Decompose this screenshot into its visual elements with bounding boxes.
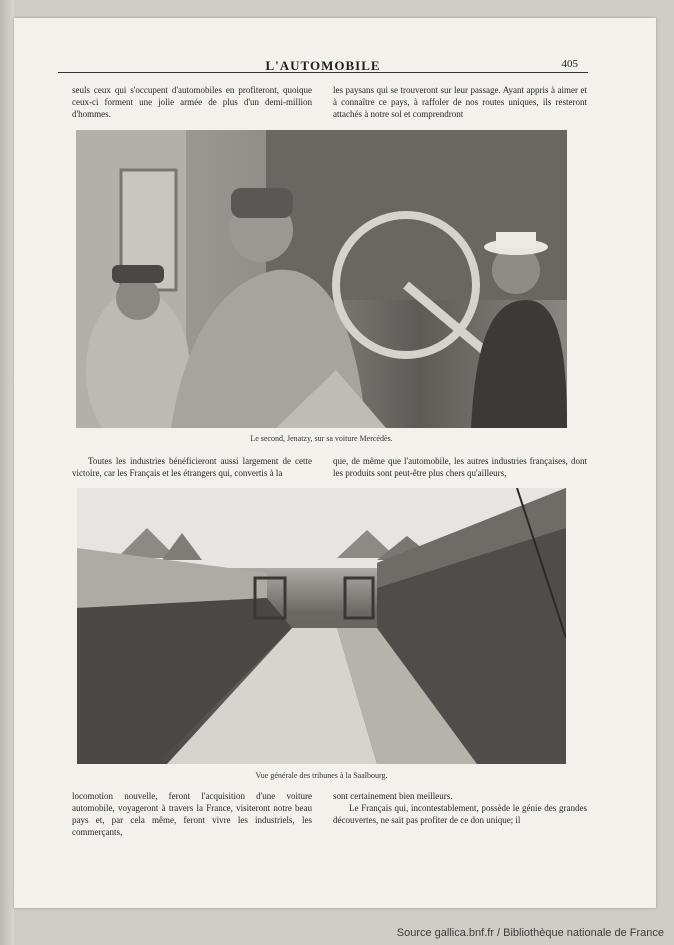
photo-jenatzy-mercedes xyxy=(76,130,567,428)
photo-jenatzy-illustration xyxy=(76,130,567,428)
photo-tribunes-saalbourg xyxy=(77,488,566,764)
column-left-middle xyxy=(72,455,312,479)
scan-left-edge xyxy=(0,0,14,945)
page-header xyxy=(58,44,588,73)
paragraph: les paysans qui se trouveront sur leur passage. Ayant appris à aimer et à connaître ce pays, à raffoler de nos routes uniques, ils resteront attachés à notre sol et comprendront xyxy=(333,85,587,119)
column-right-top xyxy=(333,84,587,120)
paragraph: seuls ceux qui s'occupent d'automobiles en profiteront, quoique ceux-ci forment une jolie armée de plus d'un demi-million d'hommes. xyxy=(72,85,312,119)
paragraph: que, de même que l'automobile, les autres industries françaises, dont les produits sont peut-être plus chers qu'ailleurs, xyxy=(333,456,587,478)
column-right-middle xyxy=(333,455,587,479)
page-number: 405 xyxy=(561,58,578,70)
photo-tribunes-illustration xyxy=(77,488,566,764)
paragraph: locomotion nouvelle, feront l'acquisition d'une voiture automobile, voyageront à travers la France, visiteront notre beau pays et, par cela même, feront vivre les industriels, les commerçants, xyxy=(72,791,312,837)
source-attribution: Source gallica.bnf.fr / Bibliothèque nationale de France xyxy=(396,927,664,939)
paragraph: sont certainement bien meilleurs. xyxy=(333,791,453,801)
paragraph: Le Français qui, incontestablement, possède le génie des grandes découvertes, ne sait pas profiter de ce don unique; il xyxy=(333,803,587,825)
paragraph: Toutes les industries bénéficieront aussi largement de cette victoire, car les Français et les étrangers qui, convertis à la xyxy=(72,456,312,478)
journal-title: L'AUTOMOBILE xyxy=(265,58,381,73)
column-right-bottom xyxy=(333,790,587,826)
column-left-bottom xyxy=(72,790,312,838)
column-left-top xyxy=(72,84,312,120)
photo-caption: Le second, Jenatzy, sur sa voiture Mercédès. xyxy=(250,434,393,443)
photo-caption: Vue générale des tribunes à la Saalbourg. xyxy=(255,771,388,780)
